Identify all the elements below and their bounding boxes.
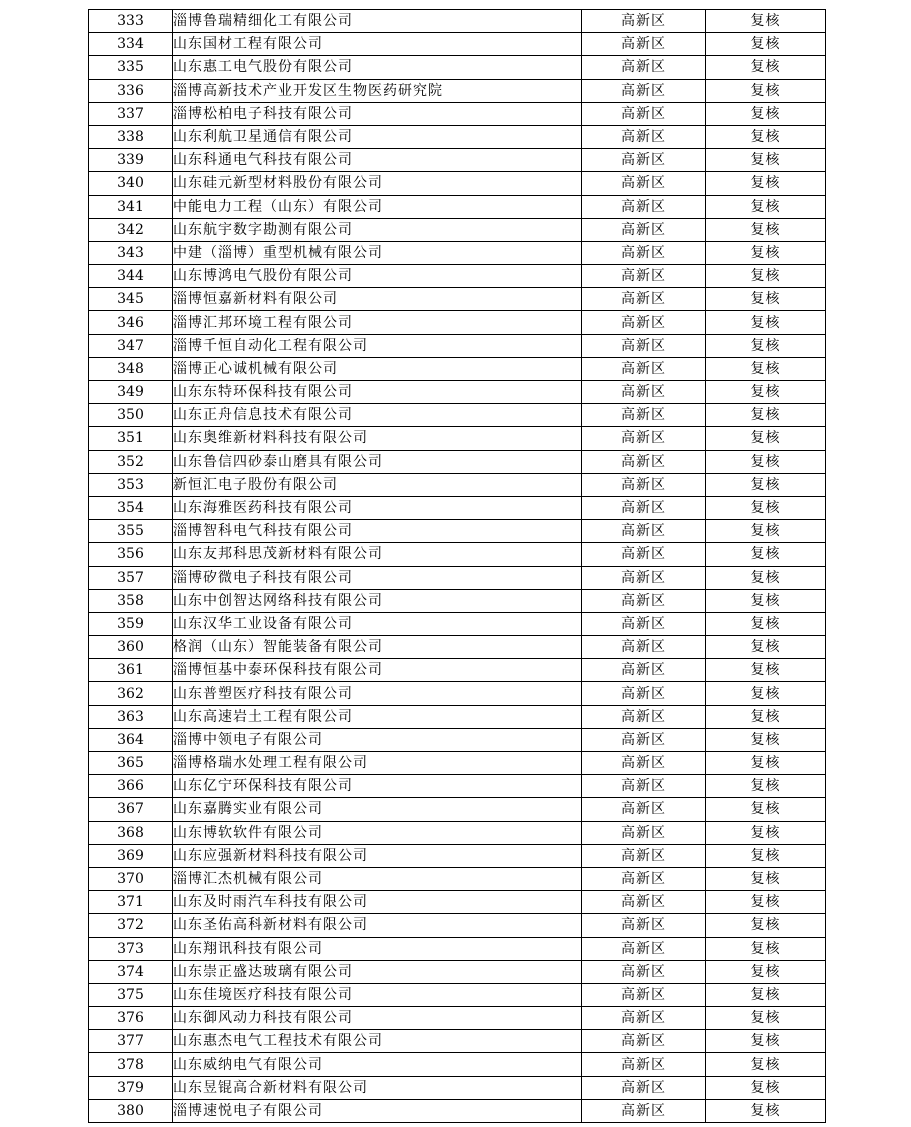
company-name-cell: 格润（山东）智能装备有限公司 bbox=[173, 636, 582, 659]
row-number-cell: 374 bbox=[89, 960, 173, 983]
district-cell: 高新区 bbox=[582, 496, 706, 519]
review-type-cell: 复核 bbox=[706, 937, 826, 960]
company-name-cell: 山东佳境医疗科技有限公司 bbox=[173, 983, 582, 1006]
review-type-cell: 复核 bbox=[706, 1030, 826, 1053]
company-name-cell: 淄博中领电子有限公司 bbox=[173, 728, 582, 751]
row-number-cell: 334 bbox=[89, 33, 173, 56]
row-number-cell: 344 bbox=[89, 265, 173, 288]
district-cell: 高新区 bbox=[582, 1030, 706, 1053]
review-type-cell: 复核 bbox=[706, 1099, 826, 1122]
review-type-cell: 复核 bbox=[706, 195, 826, 218]
review-type-cell: 复核 bbox=[706, 589, 826, 612]
review-type-cell: 复核 bbox=[706, 775, 826, 798]
table-row bbox=[89, 33, 826, 56]
row-number-cell: 352 bbox=[89, 450, 173, 473]
district-cell: 高新区 bbox=[582, 612, 706, 635]
district-cell: 高新区 bbox=[582, 1099, 706, 1122]
row-number-cell: 371 bbox=[89, 891, 173, 914]
row-number-cell: 378 bbox=[89, 1053, 173, 1076]
row-number-cell: 335 bbox=[89, 56, 173, 79]
review-type-cell: 复核 bbox=[706, 334, 826, 357]
district-cell: 高新区 bbox=[582, 195, 706, 218]
table-row bbox=[89, 659, 826, 682]
table-row bbox=[89, 1053, 826, 1076]
table-row bbox=[89, 125, 826, 148]
district-cell: 高新区 bbox=[582, 241, 706, 264]
row-number-cell: 339 bbox=[89, 149, 173, 172]
company-name-cell: 山东正舟信息技术有限公司 bbox=[173, 404, 582, 427]
table-row bbox=[89, 983, 826, 1006]
row-number-cell: 347 bbox=[89, 334, 173, 357]
table-row bbox=[89, 56, 826, 79]
review-type-cell: 复核 bbox=[706, 10, 826, 33]
review-type-cell: 复核 bbox=[706, 56, 826, 79]
district-cell: 高新区 bbox=[582, 520, 706, 543]
district-cell: 高新区 bbox=[582, 125, 706, 148]
table-body bbox=[89, 10, 826, 1123]
table-row bbox=[89, 937, 826, 960]
table-row bbox=[89, 241, 826, 264]
table-row bbox=[89, 218, 826, 241]
row-number-cell: 370 bbox=[89, 867, 173, 890]
table-row bbox=[89, 473, 826, 496]
review-type-cell: 复核 bbox=[706, 149, 826, 172]
table-row bbox=[89, 288, 826, 311]
row-number-cell: 362 bbox=[89, 682, 173, 705]
district-cell: 高新区 bbox=[582, 775, 706, 798]
table-row bbox=[89, 496, 826, 519]
row-number-cell: 357 bbox=[89, 566, 173, 589]
district-cell: 高新区 bbox=[582, 937, 706, 960]
company-name-cell: 山东御风动力科技有限公司 bbox=[173, 1007, 582, 1030]
table-row bbox=[89, 1076, 826, 1099]
district-cell: 高新区 bbox=[582, 311, 706, 334]
table-row bbox=[89, 728, 826, 751]
row-number-cell: 333 bbox=[89, 10, 173, 33]
company-name-cell: 山东嘉腾实业有限公司 bbox=[173, 798, 582, 821]
review-type-cell: 复核 bbox=[706, 241, 826, 264]
table-row bbox=[89, 427, 826, 450]
district-cell: 高新区 bbox=[582, 149, 706, 172]
review-type-cell: 复核 bbox=[706, 844, 826, 867]
table-row bbox=[89, 775, 826, 798]
table-row bbox=[89, 520, 826, 543]
district-cell: 高新区 bbox=[582, 1007, 706, 1030]
enterprise-list-table bbox=[88, 9, 826, 1123]
company-name-cell: 山东中创智达网络科技有限公司 bbox=[173, 589, 582, 612]
row-number-cell: 351 bbox=[89, 427, 173, 450]
company-name-cell: 山东及时雨汽车科技有限公司 bbox=[173, 891, 582, 914]
table-row bbox=[89, 1099, 826, 1122]
review-type-cell: 复核 bbox=[706, 891, 826, 914]
district-cell: 高新区 bbox=[582, 265, 706, 288]
district-cell: 高新区 bbox=[582, 566, 706, 589]
table-row bbox=[89, 450, 826, 473]
review-type-cell: 复核 bbox=[706, 752, 826, 775]
table-row bbox=[89, 102, 826, 125]
row-number-cell: 363 bbox=[89, 705, 173, 728]
row-number-cell: 358 bbox=[89, 589, 173, 612]
district-cell: 高新区 bbox=[582, 752, 706, 775]
table-row bbox=[89, 357, 826, 380]
table-row bbox=[89, 821, 826, 844]
row-number-cell: 359 bbox=[89, 612, 173, 635]
table-row bbox=[89, 404, 826, 427]
company-name-cell: 淄博松柏电子科技有限公司 bbox=[173, 102, 582, 125]
row-number-cell: 368 bbox=[89, 821, 173, 844]
review-type-cell: 复核 bbox=[706, 311, 826, 334]
company-name-cell: 山东奥维新材料科技有限公司 bbox=[173, 427, 582, 450]
district-cell: 高新区 bbox=[582, 705, 706, 728]
company-name-cell: 山东昱锟高合新材料有限公司 bbox=[173, 1076, 582, 1099]
review-type-cell: 复核 bbox=[706, 218, 826, 241]
company-name-cell: 山东惠工电气股份有限公司 bbox=[173, 56, 582, 79]
review-type-cell: 复核 bbox=[706, 798, 826, 821]
review-type-cell: 复核 bbox=[706, 1007, 826, 1030]
row-number-cell: 337 bbox=[89, 102, 173, 125]
company-name-cell: 山东应强新材料科技有限公司 bbox=[173, 844, 582, 867]
row-number-cell: 376 bbox=[89, 1007, 173, 1030]
review-type-cell: 复核 bbox=[706, 960, 826, 983]
company-name-cell: 山东鲁信四砂泰山磨具有限公司 bbox=[173, 450, 582, 473]
row-number-cell: 369 bbox=[89, 844, 173, 867]
row-number-cell: 377 bbox=[89, 1030, 173, 1053]
district-cell: 高新区 bbox=[582, 1076, 706, 1099]
district-cell: 高新区 bbox=[582, 983, 706, 1006]
district-cell: 高新区 bbox=[582, 404, 706, 427]
district-cell: 高新区 bbox=[582, 821, 706, 844]
table-row bbox=[89, 1030, 826, 1053]
district-cell: 高新区 bbox=[582, 844, 706, 867]
company-name-cell: 淄博恒嘉新材料有限公司 bbox=[173, 288, 582, 311]
district-cell: 高新区 bbox=[582, 589, 706, 612]
district-cell: 高新区 bbox=[582, 427, 706, 450]
district-cell: 高新区 bbox=[582, 172, 706, 195]
row-number-cell: 343 bbox=[89, 241, 173, 264]
table-row bbox=[89, 334, 826, 357]
company-name-cell: 山东科通电气科技有限公司 bbox=[173, 149, 582, 172]
review-type-cell: 复核 bbox=[706, 728, 826, 751]
district-cell: 高新区 bbox=[582, 473, 706, 496]
review-type-cell: 复核 bbox=[706, 566, 826, 589]
district-cell: 高新区 bbox=[582, 79, 706, 102]
company-name-cell: 淄博智科电气科技有限公司 bbox=[173, 520, 582, 543]
table-row bbox=[89, 682, 826, 705]
table-row bbox=[89, 149, 826, 172]
review-type-cell: 复核 bbox=[706, 636, 826, 659]
row-number-cell: 338 bbox=[89, 125, 173, 148]
company-name-cell: 新恒汇电子股份有限公司 bbox=[173, 473, 582, 496]
review-type-cell: 复核 bbox=[706, 79, 826, 102]
company-name-cell: 淄博正心诚机械有限公司 bbox=[173, 357, 582, 380]
district-cell: 高新区 bbox=[582, 636, 706, 659]
review-type-cell: 复核 bbox=[706, 612, 826, 635]
row-number-cell: 346 bbox=[89, 311, 173, 334]
review-type-cell: 复核 bbox=[706, 102, 826, 125]
company-name-cell: 淄博速悦电子有限公司 bbox=[173, 1099, 582, 1122]
table-row bbox=[89, 79, 826, 102]
review-type-cell: 复核 bbox=[706, 172, 826, 195]
district-cell: 高新区 bbox=[582, 381, 706, 404]
company-name-cell: 山东航宇数字勘测有限公司 bbox=[173, 218, 582, 241]
row-number-cell: 345 bbox=[89, 288, 173, 311]
review-type-cell: 复核 bbox=[706, 1053, 826, 1076]
table-row bbox=[89, 636, 826, 659]
row-number-cell: 364 bbox=[89, 728, 173, 751]
company-name-cell: 中能电力工程（山东）有限公司 bbox=[173, 195, 582, 218]
review-type-cell: 复核 bbox=[706, 659, 826, 682]
district-cell: 高新区 bbox=[582, 218, 706, 241]
company-name-cell: 山东普塑医疗科技有限公司 bbox=[173, 682, 582, 705]
company-name-cell: 山东圣佑高科新材料有限公司 bbox=[173, 914, 582, 937]
company-name-cell: 淄博恒基中泰环保科技有限公司 bbox=[173, 659, 582, 682]
company-name-cell: 山东国材工程有限公司 bbox=[173, 33, 582, 56]
company-name-cell: 淄博千恒自动化工程有限公司 bbox=[173, 334, 582, 357]
district-cell: 高新区 bbox=[582, 450, 706, 473]
company-name-cell: 山东高速岩土工程有限公司 bbox=[173, 705, 582, 728]
row-number-cell: 354 bbox=[89, 496, 173, 519]
company-name-cell: 山东海雅医药科技有限公司 bbox=[173, 496, 582, 519]
company-name-cell: 山东威纳电气有限公司 bbox=[173, 1053, 582, 1076]
district-cell: 高新区 bbox=[582, 867, 706, 890]
row-number-cell: 379 bbox=[89, 1076, 173, 1099]
district-cell: 高新区 bbox=[582, 543, 706, 566]
row-number-cell: 366 bbox=[89, 775, 173, 798]
company-name-cell: 山东博鸿电气股份有限公司 bbox=[173, 265, 582, 288]
table-row bbox=[89, 195, 826, 218]
company-name-cell: 淄博汇杰机械有限公司 bbox=[173, 867, 582, 890]
table-row bbox=[89, 311, 826, 334]
review-type-cell: 复核 bbox=[706, 821, 826, 844]
table-row bbox=[89, 172, 826, 195]
table-row bbox=[89, 914, 826, 937]
district-cell: 高新区 bbox=[582, 914, 706, 937]
row-number-cell: 336 bbox=[89, 79, 173, 102]
review-type-cell: 复核 bbox=[706, 496, 826, 519]
review-type-cell: 复核 bbox=[706, 473, 826, 496]
review-type-cell: 复核 bbox=[706, 265, 826, 288]
table-row bbox=[89, 381, 826, 404]
row-number-cell: 341 bbox=[89, 195, 173, 218]
table-row bbox=[89, 867, 826, 890]
company-name-cell: 淄博格瑞水处理工程有限公司 bbox=[173, 752, 582, 775]
district-cell: 高新区 bbox=[582, 33, 706, 56]
company-name-cell: 淄博高新技术产业开发区生物医药研究院 bbox=[173, 79, 582, 102]
table-row bbox=[89, 265, 826, 288]
review-type-cell: 复核 bbox=[706, 983, 826, 1006]
table-row bbox=[89, 1007, 826, 1030]
district-cell: 高新区 bbox=[582, 682, 706, 705]
row-number-cell: 372 bbox=[89, 914, 173, 937]
company-name-cell: 山东硅元新型材料股份有限公司 bbox=[173, 172, 582, 195]
row-number-cell: 348 bbox=[89, 357, 173, 380]
row-number-cell: 360 bbox=[89, 636, 173, 659]
company-name-cell: 山东东特环保科技有限公司 bbox=[173, 381, 582, 404]
review-type-cell: 复核 bbox=[706, 705, 826, 728]
row-number-cell: 342 bbox=[89, 218, 173, 241]
table-row bbox=[89, 543, 826, 566]
row-number-cell: 361 bbox=[89, 659, 173, 682]
company-name-cell: 山东翔讯科技有限公司 bbox=[173, 937, 582, 960]
row-number-cell: 356 bbox=[89, 543, 173, 566]
company-name-cell: 山东惠杰电气工程技术有限公司 bbox=[173, 1030, 582, 1053]
company-name-cell: 山东友邦科思茂新材料有限公司 bbox=[173, 543, 582, 566]
row-number-cell: 365 bbox=[89, 752, 173, 775]
district-cell: 高新区 bbox=[582, 960, 706, 983]
table-row bbox=[89, 566, 826, 589]
review-type-cell: 复核 bbox=[706, 427, 826, 450]
review-type-cell: 复核 bbox=[706, 914, 826, 937]
row-number-cell: 355 bbox=[89, 520, 173, 543]
district-cell: 高新区 bbox=[582, 357, 706, 380]
review-type-cell: 复核 bbox=[706, 33, 826, 56]
company-name-cell: 淄博矽微电子科技有限公司 bbox=[173, 566, 582, 589]
district-cell: 高新区 bbox=[582, 56, 706, 79]
review-type-cell: 复核 bbox=[706, 543, 826, 566]
review-type-cell: 复核 bbox=[706, 125, 826, 148]
table-row bbox=[89, 960, 826, 983]
review-type-cell: 复核 bbox=[706, 288, 826, 311]
row-number-cell: 367 bbox=[89, 798, 173, 821]
row-number-cell: 373 bbox=[89, 937, 173, 960]
table-row bbox=[89, 798, 826, 821]
district-cell: 高新区 bbox=[582, 891, 706, 914]
table-row bbox=[89, 752, 826, 775]
row-number-cell: 349 bbox=[89, 381, 173, 404]
row-number-cell: 353 bbox=[89, 473, 173, 496]
company-name-cell: 淄博鲁瑞精细化工有限公司 bbox=[173, 10, 582, 33]
row-number-cell: 350 bbox=[89, 404, 173, 427]
table-row bbox=[89, 891, 826, 914]
table-row bbox=[89, 844, 826, 867]
row-number-cell: 380 bbox=[89, 1099, 173, 1122]
table-row bbox=[89, 705, 826, 728]
company-name-cell: 山东崇正盛达玻璃有限公司 bbox=[173, 960, 582, 983]
district-cell: 高新区 bbox=[582, 10, 706, 33]
review-type-cell: 复核 bbox=[706, 682, 826, 705]
company-name-cell: 中建（淄博）重型机械有限公司 bbox=[173, 241, 582, 264]
district-cell: 高新区 bbox=[582, 334, 706, 357]
review-type-cell: 复核 bbox=[706, 357, 826, 380]
district-cell: 高新区 bbox=[582, 728, 706, 751]
review-type-cell: 复核 bbox=[706, 1076, 826, 1099]
review-type-cell: 复核 bbox=[706, 404, 826, 427]
review-type-cell: 复核 bbox=[706, 381, 826, 404]
row-number-cell: 375 bbox=[89, 983, 173, 1006]
table-row bbox=[89, 589, 826, 612]
district-cell: 高新区 bbox=[582, 102, 706, 125]
district-cell: 高新区 bbox=[582, 288, 706, 311]
table-row bbox=[89, 612, 826, 635]
company-name-cell: 淄博汇邦环境工程有限公司 bbox=[173, 311, 582, 334]
district-cell: 高新区 bbox=[582, 798, 706, 821]
row-number-cell: 340 bbox=[89, 172, 173, 195]
table-row bbox=[89, 10, 826, 33]
review-type-cell: 复核 bbox=[706, 520, 826, 543]
district-cell: 高新区 bbox=[582, 659, 706, 682]
review-type-cell: 复核 bbox=[706, 450, 826, 473]
company-name-cell: 山东汉华工业设备有限公司 bbox=[173, 612, 582, 635]
company-name-cell: 山东博软软件有限公司 bbox=[173, 821, 582, 844]
review-type-cell: 复核 bbox=[706, 867, 826, 890]
district-cell: 高新区 bbox=[582, 1053, 706, 1076]
company-name-cell: 山东亿宁环保科技有限公司 bbox=[173, 775, 582, 798]
company-name-cell: 山东利航卫星通信有限公司 bbox=[173, 125, 582, 148]
